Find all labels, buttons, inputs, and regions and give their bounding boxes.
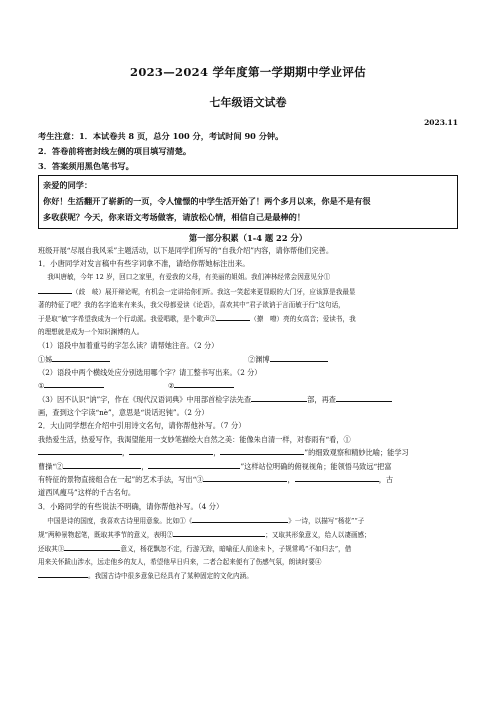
q1-sub3-a: （3）因不认识“讷”字，作在《现代汉语词典》中用部首检字法先查 [38, 394, 252, 404]
exam-title: 2023—2024 学年度第一学期期中学业评估 [130, 65, 366, 79]
q1-sub3-blank-1[interactable] [251, 393, 307, 402]
q1-sub1-b-label: ②渊博 [248, 354, 270, 364]
section-heading: 第一部分积累（1-4 题 22 分） [188, 233, 308, 243]
q2-blank-3a[interactable] [203, 473, 287, 482]
q3-blank-1[interactable] [192, 514, 288, 523]
q3-line-1-head: 中国是诗的国度，我喜欢古诗里用意象。比如① [47, 516, 186, 525]
q1-sub3 [38, 393, 458, 406]
q1-sub1-a-blank[interactable] [52, 353, 110, 362]
q3-stem: 3．小路同学的有些说法不明确，请你帮他补写。（4 分） [38, 501, 224, 511]
notice-line-2: 2．答卷前将密封线左侧的项目填写清楚。 [38, 146, 192, 156]
q2-stem: 2．大山同学想在介绍中引用诗文名句，请你帮他补写。（7 分） [38, 421, 246, 431]
q2-line-4-head: 有特征的景物直接组合在一起”的艺术手法，写出“③ [38, 474, 204, 484]
q1-sub1-answers [38, 353, 458, 366]
q2-line-1: 我热爱生活，热爱写作，我渴望能用一支妙笔描绘大自然之美：能像朱自清一样，对春雨有“看，① [38, 435, 351, 445]
q2-line-2: ， ， ”的细致观察和精妙比喻；能学习 [38, 446, 458, 459]
notice-line-1: 考生注意：1．本试卷共 8 页，总分 100 分，考试时间 90 分钟。 [38, 131, 284, 141]
q2-blank-2b[interactable] [148, 460, 240, 469]
q3-line-5 [38, 569, 458, 583]
q1-sub1: （1）语段中加着重号的字怎么读？请帮她注音。（2 分） [38, 341, 219, 351]
greeting-salutation: 亲爱的同学： [43, 180, 93, 190]
q1-sub2-b-label: ② [168, 381, 175, 391]
q2-line-4: 有特征的景物直接组合在一起”的艺术手法，写出“③ ， ，古 [38, 474, 394, 484]
q1-passage-d-tail: （撩 嘹）亮的女高音；爱读书，我 [250, 314, 356, 323]
q1-blank-1[interactable] [38, 285, 72, 294]
q1-passage-d-head: 于是取“敏”字希望我成为一个行动派。我爱唱歌，是个歌声② [38, 314, 217, 323]
q1-passage-e: 的理想就是成为一个知识渊博的人。 [38, 328, 144, 337]
q3-line-1: 中国是诗的国度，我喜欢古诗里用意象。比如①《 》一诗，以描写“杨花”“子 [38, 514, 458, 528]
q1-sub2-a-blank[interactable] [44, 379, 104, 388]
exam-date: 2023.11 [424, 118, 458, 127]
q1-sub1-b-blank[interactable] [270, 353, 328, 362]
exam-subtitle: 七年级语文试卷 [209, 96, 287, 109]
q1-blank-2[interactable] [216, 312, 250, 321]
q1-sub1-a-label: ①姊 [38, 354, 53, 364]
q2-line-3-tail: ”这样站位明确的俯视视角；能领悟马致远“把富 [240, 461, 392, 471]
q1-passage-c: 著的特征了吧？我的名字追来有来头，我父母都爱读《论语》，喜欢其中“君子欲讷于言而敏于行”这句话， [38, 300, 345, 309]
q3-line-3-tail: 意义，杨花飘忽不定，行游无踪，暗喻征人前途未卜，子规常鸣“不如归去”，借 [120, 544, 352, 553]
q3-blank-2[interactable] [173, 528, 265, 537]
greeting-line-1: 你好！生活翻开了崭新的一页，令人憧憬的中学生活开始了！两个多月以来，你是不是有很 [43, 196, 371, 206]
q1-sub3-cont: 画，查到这个字读“nè”，意思是“说话迟钝”。（2 分） [38, 407, 209, 417]
greeting-line-2: 多收获呢？今天，你来语文考场做客，请放松心情，相信自己是最棒的！ [43, 212, 306, 222]
q2-blank-3b[interactable] [295, 473, 379, 482]
q2-blank-1a[interactable] [38, 446, 122, 455]
q2-line-5: 道西风瘦马”这样的千古名句。 [38, 488, 136, 498]
q1-sub2-a-label: ① [38, 381, 45, 391]
q3-line-3 [38, 542, 458, 556]
q2-line-4-tail: ，古 [378, 474, 394, 484]
q3-line-5-tail: 。我国古诗中很多意象已经具有了某种固定的文化内涵。 [88, 572, 253, 581]
q1-sub3-blank-2[interactable] [336, 393, 392, 402]
q2-line-3: 曹操“② ， ”这样站位明确的俯视视角；能领悟马致远“把富 [38, 461, 392, 471]
section-intro: 班级开展“尽展自我风采”主题活动，以下是同学们所写的“自我介绍”内容，请你帮他们完善。 [38, 246, 334, 255]
q3-line-2-head: 规”两种景物起笔，既取其季节的意义，表明② [38, 530, 174, 539]
q2-blank-1c[interactable] [220, 446, 304, 455]
q3-line-3-head: 还取其③ [38, 544, 65, 553]
q1-passage-a: 我叫唐敏，今年 12 岁，回口之家里，有爱我的父母，有美丽的姐姐。我们神林经常会因意见分① [47, 273, 331, 282]
greeting-box [38, 175, 458, 229]
q1-passage-b: （歧 岐）展开辩论呢，有机会一定讲给你们听。我这一笑起来更显眼的大门牙，应该算是我最显 [72, 287, 356, 296]
q1-sub3-b: 部，再查 [307, 394, 336, 404]
notice-line-3: 3．答案须用黑色笔书写。 [38, 161, 134, 171]
q2-line-2-tail: ”的细致观察和精妙比喻；能学习 [304, 448, 409, 458]
q3-line-4: 用来关怀跋山涉水，远走他乡的友人，希望他早日归来，二者合起来便有了伤感气氛，朗读时要④ [38, 558, 322, 567]
q3-blank-3[interactable] [64, 542, 120, 551]
q3-blank-4[interactable] [38, 569, 88, 578]
exam-notice [38, 129, 458, 174]
q1-sub2: （2）语段中两个横线处应分别选用哪个字？请工整书写出来。（2 分） [38, 367, 262, 377]
q2-blank-2a[interactable] [63, 460, 141, 469]
q1-passage [38, 271, 458, 284]
q3-line-2 [38, 528, 458, 542]
q3-line-1-tail: 》一诗，以描写“杨花”“子 [288, 516, 365, 525]
q1-stem: 1．小唐同学对发言稿中有些字词拿不准，请给你帮她标注出来。 [38, 259, 250, 269]
q2-blank-1b[interactable] [129, 446, 213, 455]
q1-sub2-answers [38, 379, 458, 392]
q1-sub2-b-blank[interactable] [174, 379, 234, 388]
q2-line-3-head: 曹操“② [38, 461, 64, 471]
q3-line-2-tail: ；又取其形象意义，给人以凄画感； [265, 530, 371, 539]
q1-passage-cont [38, 285, 458, 340]
